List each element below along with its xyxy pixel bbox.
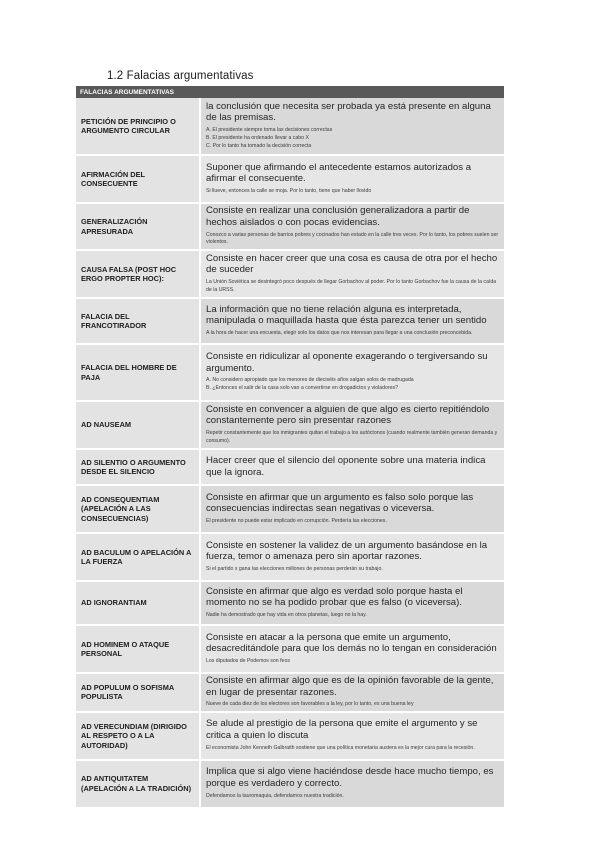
table-row (76, 673, 504, 712)
fallacy-cell (200, 401, 504, 449)
fallacy-name: AD VERECUNDIAM (DIRIGIDO AL RESPETO O A LA AUTORIDAD) (76, 712, 200, 760)
fallacy-name: GENERALIZACIÓN APRESURADA (76, 203, 200, 250)
table-row (76, 98, 504, 155)
fallacy-example: Si llueve, entonces la calle se moja. Por lo tanto, tiene que haber llovido (206, 187, 372, 194)
fallacy-name: PETICIÓN DE PRINCIPIO O ARGUMENTO CIRCULAR (76, 98, 200, 155)
fallacy-name: AD HOMINEM O ATAQUE PERSONAL (76, 625, 200, 673)
table-row (76, 250, 504, 298)
table-row (76, 485, 504, 533)
fallacy-example: Los diputados de Podemos son feos (206, 657, 290, 664)
fallacy-example: Nueve de cada diez de los electores son favorables a la ley, por lo tanto, es una buena ley (206, 701, 414, 708)
fallacy-cell (200, 673, 504, 712)
fallacy-cell (200, 155, 504, 203)
fallacy-definition: Consiste en afirmar algo que es de la opinión favorable de la gente, en lugar de presentar razones. (206, 675, 494, 698)
fallacy-name: AFIRMACIÓN DEL CONSECUENTE (76, 155, 200, 203)
table-header: FALACIAS ARGUMENTATIVAS (76, 86, 504, 98)
fallacy-example: Defendamos la tauromaquia, defendamos nuestra tradición. (206, 792, 344, 799)
fallacy-name: AD SILENTIO O ARGUMENTO DESDE EL SILENCIO (76, 449, 200, 485)
fallacy-definition: Hacer creer que el silencio del oponente sobre una materia indica que la ignora. (206, 454, 486, 478)
fallacy-cell (200, 344, 504, 401)
fallacy-definition: Consiste en realizar una conclusión generalizadora a partir de hechos aislados o con pocas evidencias. (206, 205, 470, 228)
table-header-row (76, 86, 504, 98)
fallacy-definition: Consiste en ridiculizar al oponente exagerando o tergiversando su argumento. (206, 351, 488, 374)
fallacy-cell (200, 449, 504, 485)
fallacy-name: AD CONSEQUENTIAM (APELACIÓN A LAS CONSECUENCIAS) (76, 485, 200, 533)
table-row (76, 625, 504, 673)
fallacy-name: AD IGNORANTIAM (76, 581, 200, 625)
fallacy-cell (200, 485, 504, 533)
fallacy-definition: Implica que si algo viene haciéndose desde hace mucho tiempo, es porque es verdadero y correcto. (206, 766, 494, 790)
fallacy-definition: la conclusión que necesita ser probada ya está presente en alguna de las premisas. (206, 100, 491, 124)
fallacy-example: A la hora de hacer una encuesta, elegir solo los datos que nos interesan para llegar a una conclusión preconcebida. (206, 329, 473, 336)
fallacy-definition: Consiste en convencer a alguien de que algo es cierto repitiéndolo constantemente pero sin presentar razones (206, 403, 490, 427)
fallacy-cell (200, 533, 504, 581)
fallacy-name: FALACIA DEL HOMBRE DE PAJA (76, 344, 200, 401)
fallacy-definition: Suponer que afirmando el antecedente estamos autorizados a afirmar el consecuente. (206, 161, 472, 185)
fallacy-definition: Consiste en afirmar que algo es verdad solo porque hasta el momento no se ha podido probar que es falso (o viceversa). (206, 585, 463, 609)
fallacy-cell (200, 625, 504, 673)
example-line: C. Por lo tanto ha tomado la decisión correcta (206, 142, 312, 149)
table-row (76, 203, 504, 250)
fallacy-example: La Unión Soviética se desintegró poco después de llegar Gorbachov al poder. Por lo tanto Gorbachov fue la causa de la caída de la URSS. (206, 279, 497, 293)
fallacy-definition: Se alude al prestigio de la persona que emite el argumento y se critica a quien lo discuta (206, 718, 478, 742)
fallacy-name: AD POPULUM O SOFISMA POPULISTA (76, 673, 200, 712)
fallacy-definition: Consiste en sostener la validez de un argumento basándose en la fuerza, temor o amenaza pero sin aportar razones. (206, 539, 488, 563)
fallacy-cell (200, 712, 504, 760)
table-row (76, 155, 504, 203)
example-line: A. No considero apropiado que los menores de dieciséis años salgan solos de madrugada (206, 377, 414, 384)
fallacy-example: Nadie ha demostrado que hay vida en otros planetas, luego no la hay. (206, 611, 367, 618)
fallacy-example: El presidente no puede estar implicado en corrupción. Perdería las elecciones. (206, 517, 387, 524)
fallacy-name: AD ANTIQUITATEM (APELACIÓN A LA TRADICIÓN) (76, 760, 200, 808)
fallacy-definition: Consiste en atacar a la persona que emite un argumento, desacreditándole para que los demás no lo tengan en consideración (206, 631, 497, 655)
table-row (76, 298, 504, 344)
fallacy-cell (200, 250, 504, 298)
fallacies-table (76, 86, 504, 809)
table-row (76, 533, 504, 581)
table-row (76, 581, 504, 625)
fallacy-name: FALACIA DEL FRANCOTIRADOR (76, 298, 200, 344)
table-row (76, 344, 504, 401)
table-row (76, 760, 504, 808)
fallacy-cell (200, 298, 504, 344)
fallacy-cell (200, 203, 504, 250)
fallacy-name: CAUSA FALSA (POST HOC ERGO PROPTER HOC): (76, 250, 200, 298)
table-row (76, 401, 504, 449)
table-row (76, 712, 504, 760)
section-title: 1.2 Falacias argumentativas (107, 70, 254, 82)
fallacy-definition: La información que no tiene relación alguna es interpretada, manipulada o maquillada hasta que ésta parezca tener un sentido (206, 303, 487, 327)
example-line: A. El presidente siempre toma las decisiones correctas (206, 127, 333, 133)
example-line: B. El presidente ha ordenado llevar a cabo X (206, 134, 309, 141)
fallacy-name: AD BACULUM O APELACIÓN A LA FUERZA (76, 533, 200, 581)
fallacy-example: Conozco a varias personas de barrios pobres y cocinados han estado en la calle tres veces. Por lo tanto, los pobres suelen ser violentos. (206, 231, 499, 246)
fallacy-cell (200, 98, 504, 155)
fallacy-example (206, 127, 499, 150)
fallacy-cell (200, 760, 504, 808)
fallacy-example: El economista John Kenneth Galbraith sostiene que una política monetaria austera es la mejor cura para la recesión. (206, 744, 475, 751)
fallacy-example: Repetir constantemente que los inmigrantes quitan el trabajo a los autóctonos (cuando realmente también generan demanda y consumo). (206, 430, 498, 444)
fallacy-cell (200, 581, 504, 625)
fallacy-example (206, 377, 499, 393)
fallacy-definition: Consiste en afirmar que un argumento es falso solo porque las consecuencias indirectas sean negativas o viceversa. (206, 491, 474, 515)
table-row (76, 449, 504, 485)
fallacy-example: Si el partido x gana las elecciones millones de personas perderán su trabajo. (206, 565, 383, 572)
fallacy-name: AD NAUSEAM (76, 401, 200, 449)
fallacy-definition: Consiste en hacer creer que una cosa es causa de otra por el hecho de suceder (206, 252, 498, 276)
example-line: B. ¿Entonces el salir de la casa solo van a convertirse en drogadictos y violadores? (206, 385, 399, 392)
